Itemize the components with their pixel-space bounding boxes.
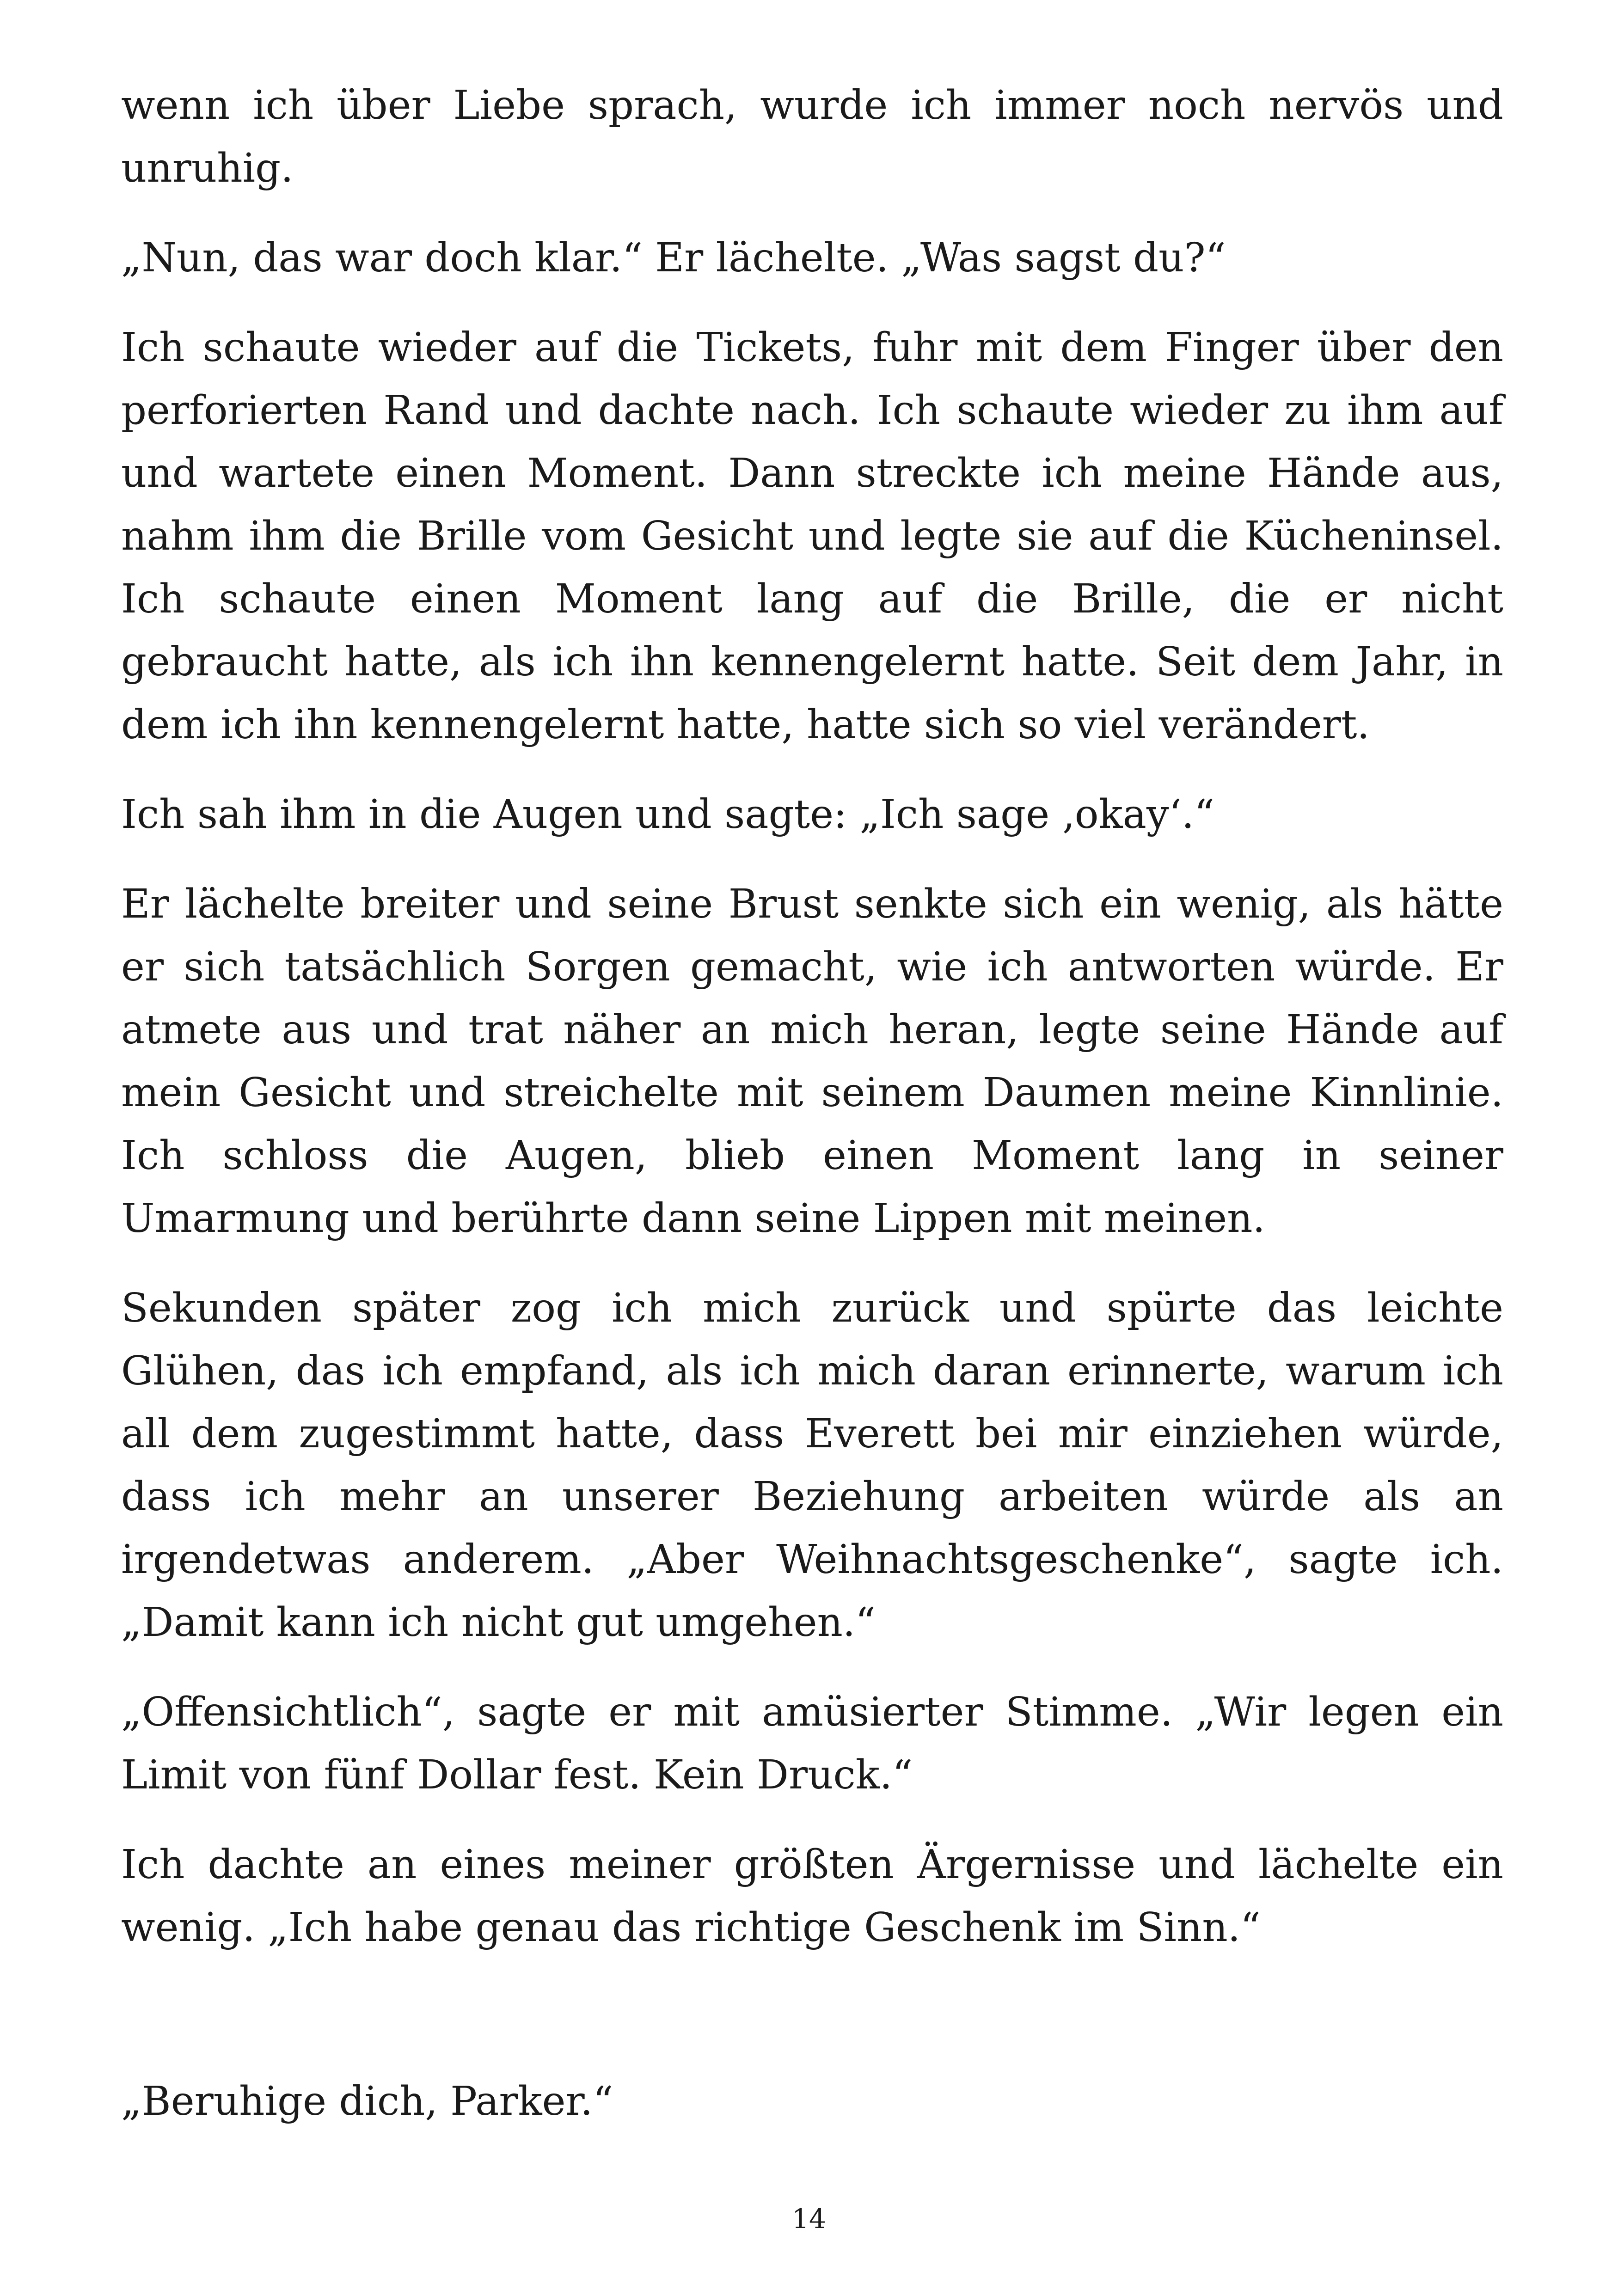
paragraph: Ich dachte an eines meiner größten Ärgernisse und lächelte ein wenig. „Ich habe genau das richtige Geschenk im Sinn.“ (121, 1842, 1503, 1951)
paragraph: Er lächelte breiter und seine Brust senkte sich ein wenig, als hätte er sich tatsächlich Sorgen gemacht, wie ich antworten würde. Er atmete aus und trat näher an mich heran, legte seine Hände auf mein Gesicht und streichelte mit seinem Daumen meine Kinnlinie. Ich schloss die Augen, blieb einen Moment lang in seiner Umarmung und berührte dann seine Lippen mit meinen. (121, 881, 1503, 1242)
paragraph: „Offensichtlich“, sagte er mit amüsierter Stimme. „Wir legen ein Limit von fünf Dollar fest. Kein Druck.“ (121, 1689, 1503, 1798)
paragraph: Sekunden später zog ich mich zurück und spürte das leichte Glühen, das ich empfand, als ich mich daran erinnerte, warum ich all dem zugestimmt hatte, dass Everett bei mir einziehen würde, dass ich mehr an unserer Beziehung arbeiten würde als an irgendetwas anderem. „Aber Weihnachtsgeschenke“, sagte ich. „Damit kann ich nicht gut umgehen.“ (121, 1285, 1503, 1646)
paragraph: Ich sah ihm in die Augen und sagte: „Ich sage ‚okay‘.“ (121, 791, 1215, 838)
paragraph: „Beruhige dich, Parker.“ (121, 2078, 613, 2125)
document-body (121, 74, 1503, 2160)
page-number: 14 (792, 2203, 826, 2235)
paragraph: „Nun, das war doch klar.“ Er lächelte. „Was sagst du?“ (121, 235, 1226, 281)
paragraph: Ich schaute wieder auf die Tickets, fuhr mit dem Finger über den perforierten Rand und dachte nach. Ich schaute wieder zu ihm auf und wartete einen Moment. Dann streckte ich meine Hände aus, nahm ihm die Brille vom Gesicht und legte sie auf die Kücheninsel. Ich schaute einen Moment lang auf die Brille, die er nicht gebraucht hatte, als ich ihn kennengelernt hatte. Seit dem Jahr, in dem ich ihn kennengelernt hatte, hatte sich so viel verändert. (121, 325, 1503, 748)
paragraph: wenn ich über Liebe sprach, wurde ich immer noch nervös und unruhig. (121, 82, 1503, 191)
